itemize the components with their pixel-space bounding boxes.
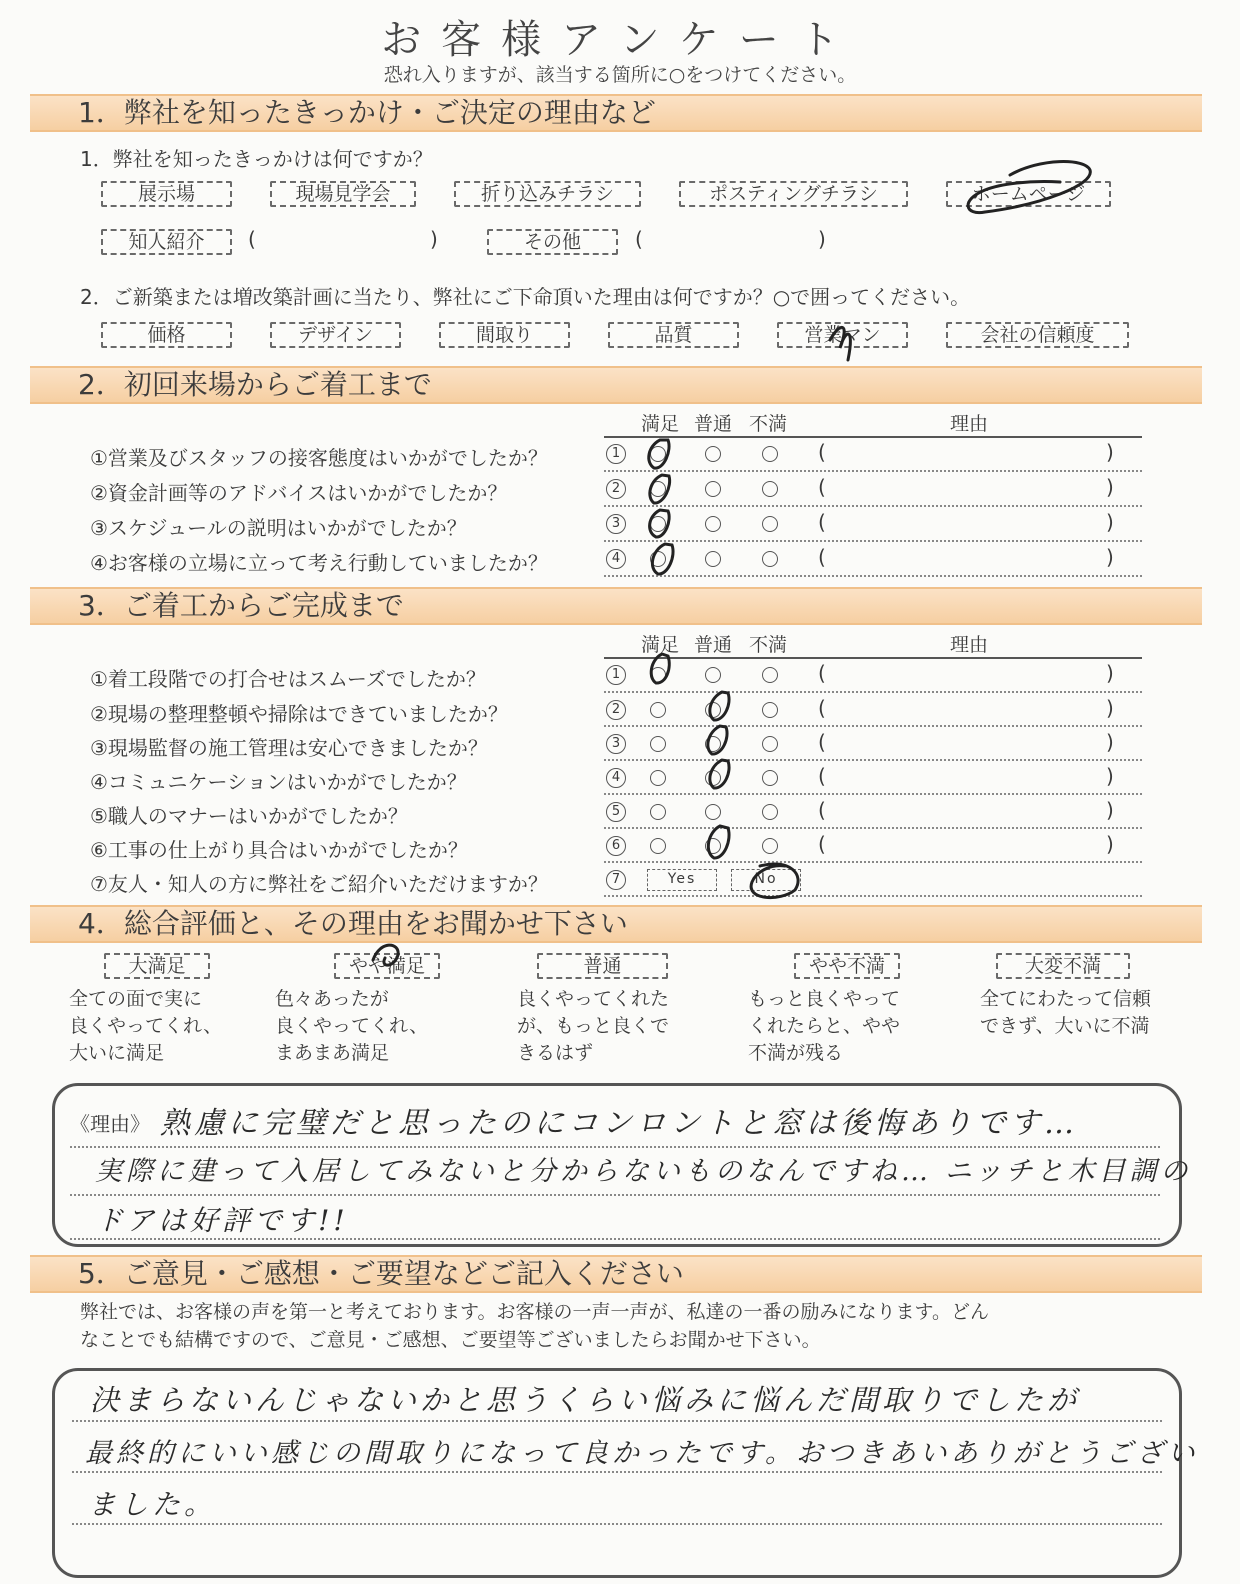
q2-option-price[interactable]: 価格	[101, 322, 232, 348]
s3-r6-reason-close: )	[1106, 832, 1114, 856]
eval-desc-line: 全てにわたって信頼	[980, 988, 1152, 1010]
eval-very-satisfied[interactable]: 大満足	[104, 953, 210, 979]
s2-question-4: ④お客様の立場に立って考え行動していましたか？	[90, 551, 548, 575]
s2-question-3: ③スケジュールの説明はいかがでしたか？	[90, 516, 467, 540]
ink-circle-s3-r6	[708, 826, 729, 858]
q2-option-reliability[interactable]: 会社の信頼度	[946, 322, 1129, 348]
q2-option-design[interactable]: デザイン	[270, 322, 401, 348]
s3-r3-reason-open: (	[818, 730, 826, 754]
s3-r5-reason-close: )	[1106, 798, 1114, 822]
s3-r7-no-option[interactable]: No	[731, 869, 801, 891]
eval-desc-line: くれたらと、やや	[748, 1015, 901, 1037]
s2-r2-reason-close: )	[1106, 475, 1114, 499]
s5-intro-line: 弊社では、お客様の声を第一と考えております。お客様の一声一声が、私達の一番の励みになります。どん	[80, 1301, 989, 1323]
s3-r1-reason-open: (	[818, 661, 826, 685]
s2-row-number: 4	[606, 549, 626, 569]
s3-row-number: 2	[606, 700, 626, 720]
ink-circle-no	[751, 864, 798, 898]
s2-r2-reason-open: (	[818, 475, 826, 499]
s3-header-dissatisfied: 不満	[749, 634, 788, 656]
q1-option-homepage[interactable]: ホームページ	[946, 181, 1111, 207]
ink-circle-s3-r1	[651, 654, 669, 683]
q1-option-flyer[interactable]: 折り込みチラシ	[454, 181, 641, 207]
eval-desc-line: 色々あったが	[275, 988, 389, 1010]
s2-r3-reason-open: (	[818, 510, 826, 534]
s2-row-number: 2	[606, 479, 626, 499]
s3-r2-reason-close: )	[1106, 696, 1114, 720]
s3-row-number: 4	[606, 768, 626, 788]
comment-handwriting-line-2: 最終的にいい感じの間取りになって良かったです。おつきあいありがとうござい	[85, 1438, 1199, 1469]
ink-circle-homepage	[968, 162, 1090, 213]
ink-mark-somewhat-satisfied	[373, 945, 398, 965]
eval-very-dissatisfied[interactable]: 大変不満	[996, 953, 1130, 979]
q1-option-referral[interactable]: 知人紹介	[101, 229, 232, 255]
s2-row-number: 3	[606, 514, 626, 534]
s2-r4-reason-close: )	[1106, 545, 1114, 569]
q1-option-posting-flyer[interactable]: ポスティングチラシ	[679, 181, 908, 207]
s3-header-average: 普通	[694, 634, 733, 656]
eval-desc-line: 良くやってくれた	[517, 988, 670, 1010]
s3-r6-reason-open: (	[818, 832, 826, 856]
section-4-heading: 4．総合評価と、その理由をお聞かせ下さい	[78, 907, 628, 940]
eval-desc-line: 良くやってくれ、	[69, 1015, 223, 1037]
s3-r4-reason-close: )	[1106, 764, 1114, 788]
s3-row-number: 1	[606, 665, 626, 685]
reason-handwriting-line-3: ドアは好評です!!	[95, 1204, 349, 1237]
ink-circle-s3-r2	[710, 692, 729, 720]
section-5-heading: 5．ご意見・ご感想・ご要望などご記入ください	[78, 1257, 684, 1290]
s3-header-satisfied: 満足	[641, 634, 680, 656]
q1-option-other[interactable]: その他	[487, 229, 618, 255]
ink-circle-s3-r3	[708, 726, 727, 754]
s2-question-2: ②資金計画等のアドバイスはいかがでしたか？	[90, 481, 508, 505]
s2-header-reason: 理由	[950, 413, 989, 435]
s3-question-1: ①着工段階での打合せはスムーズでしたか？	[90, 667, 486, 691]
s1-question-2: 2．ご新築または増改築計画に当たり、弊社にご下命頂いた理由は何ですか？○で囲ってください。	[80, 285, 971, 309]
s3-row-number: 7	[606, 870, 626, 890]
s3-r3-reason-close: )	[1106, 730, 1114, 754]
eval-desc-line: 不満が残る	[748, 1042, 844, 1064]
s1-question-1: 1．弊社を知ったきっかけは何ですか？	[80, 147, 433, 171]
s3-r4-reason-open: (	[818, 764, 826, 788]
eval-somewhat-satisfied[interactable]: やや満足	[334, 953, 440, 979]
eval-desc-line: できず、大いに不満	[980, 1015, 1150, 1037]
ink-circle-s2-r3	[650, 510, 670, 537]
q2-option-floorplan[interactable]: 間取り	[439, 322, 570, 348]
s3-r5-reason-open: (	[818, 798, 826, 822]
s3-r2-reason-open: (	[818, 696, 826, 720]
eval-somewhat-dissatisfied[interactable]: やや不満	[794, 953, 900, 979]
section-2-heading: 2．初回来場からご着工まで	[78, 368, 432, 401]
section-3-heading: 3．ご着工からご完成まで	[78, 589, 404, 622]
s2-row-number: 1	[606, 444, 626, 464]
q1-option-site-tour[interactable]: 現場見学会	[270, 181, 416, 207]
reason-handwriting-line-1: 熟慮に完璧だと思ったのにコンロントと窓は後悔ありです…	[160, 1106, 1078, 1141]
eval-average[interactable]: 普通	[537, 953, 668, 979]
ink-circle-s2-r4	[652, 544, 673, 574]
s2-r1-reason-close: )	[1106, 440, 1114, 464]
s3-question-7: ⑦友人・知人の方に弊社をご紹介いただけますか？	[90, 872, 548, 896]
s2-question-1: ①営業及びスタッフの接客態度はいかがでしたか？	[90, 446, 548, 470]
reason-handwriting-line-2: 実際に建って入居してみないと分からないものなんですね… ニッチと木目調の	[95, 1156, 1192, 1187]
eval-desc-line: が、もっと良くで	[517, 1015, 670, 1037]
s3-question-2: ②現場の整理整頓や掃除はできていましたか？	[90, 702, 508, 726]
q2-option-salesperson[interactable]: 営業マン	[777, 322, 908, 348]
eval-desc-line: 大いに満足	[69, 1042, 165, 1064]
ink-circle-s3-r4	[710, 760, 729, 788]
s2-header-dissatisfied: 不満	[749, 413, 788, 435]
s3-question-5: ⑤職人のマナーはいかがでしたか？	[90, 804, 408, 828]
eval-desc-line: まあまあ満足	[275, 1042, 390, 1064]
page-subtitle: 恐れ入りますが、該当する箇所に○をつけてください。	[383, 64, 857, 86]
comment-handwriting-line-3: ました。	[88, 1488, 217, 1521]
q1-option-exhibition[interactable]: 展示場	[101, 181, 232, 207]
reason-label: 《理由》	[70, 1112, 150, 1136]
eval-desc-line: 全ての面で実に	[69, 988, 203, 1010]
other-paren-open: (	[635, 227, 643, 251]
s2-r4-reason-open: (	[818, 545, 826, 569]
ink-mark-salesperson	[830, 327, 850, 360]
section-1-heading: 1．弊社を知ったきっかけ・ご決定の理由など	[78, 96, 656, 129]
s3-row-number: 5	[606, 802, 626, 822]
s2-header-average: 普通	[694, 413, 733, 435]
page-title: お客様アンケート	[381, 17, 859, 63]
s3-row-number: 3	[606, 734, 626, 754]
q2-option-quality[interactable]: 品質	[608, 322, 739, 348]
s3-row-number: 6	[606, 836, 626, 856]
s2-r3-reason-close: )	[1106, 510, 1114, 534]
comment-handwriting-line-1: 決まらないんじゃないかと思うくらい悩みに悩んだ間取りでしたが	[90, 1383, 1081, 1417]
s5-intro-line: なことでも結構ですので、ご意見・ご感想、ご要望等ございましたらお聞かせ下さい。	[80, 1329, 821, 1351]
s3-header-reason: 理由	[950, 634, 989, 656]
ink-circle-s2-r1	[649, 440, 669, 468]
s2-header-satisfied: 満足	[641, 413, 680, 435]
s3-r1-reason-close: )	[1106, 661, 1114, 685]
s3-question-6: ⑥工事の仕上がり具合はいかがでしたか？	[90, 838, 468, 862]
s3-question-3: ③現場監督の施工管理は安心できましたか？	[90, 736, 488, 760]
eval-desc-line: もっと良くやって	[748, 988, 901, 1010]
s2-r1-reason-open: (	[818, 440, 826, 464]
s3-question-4: ④コミュニケーションはいかがでしたか？	[90, 770, 467, 794]
eval-desc-line: 良くやってくれ、	[275, 1015, 429, 1037]
referral-paren-close: )	[430, 227, 438, 251]
ink-circle-s2-r2	[650, 475, 670, 503]
other-paren-close: )	[818, 227, 826, 251]
referral-paren-open: (	[248, 227, 256, 251]
s3-r7-yes-option[interactable]: Yes	[647, 869, 717, 891]
eval-desc-line: きるはず	[517, 1042, 594, 1064]
